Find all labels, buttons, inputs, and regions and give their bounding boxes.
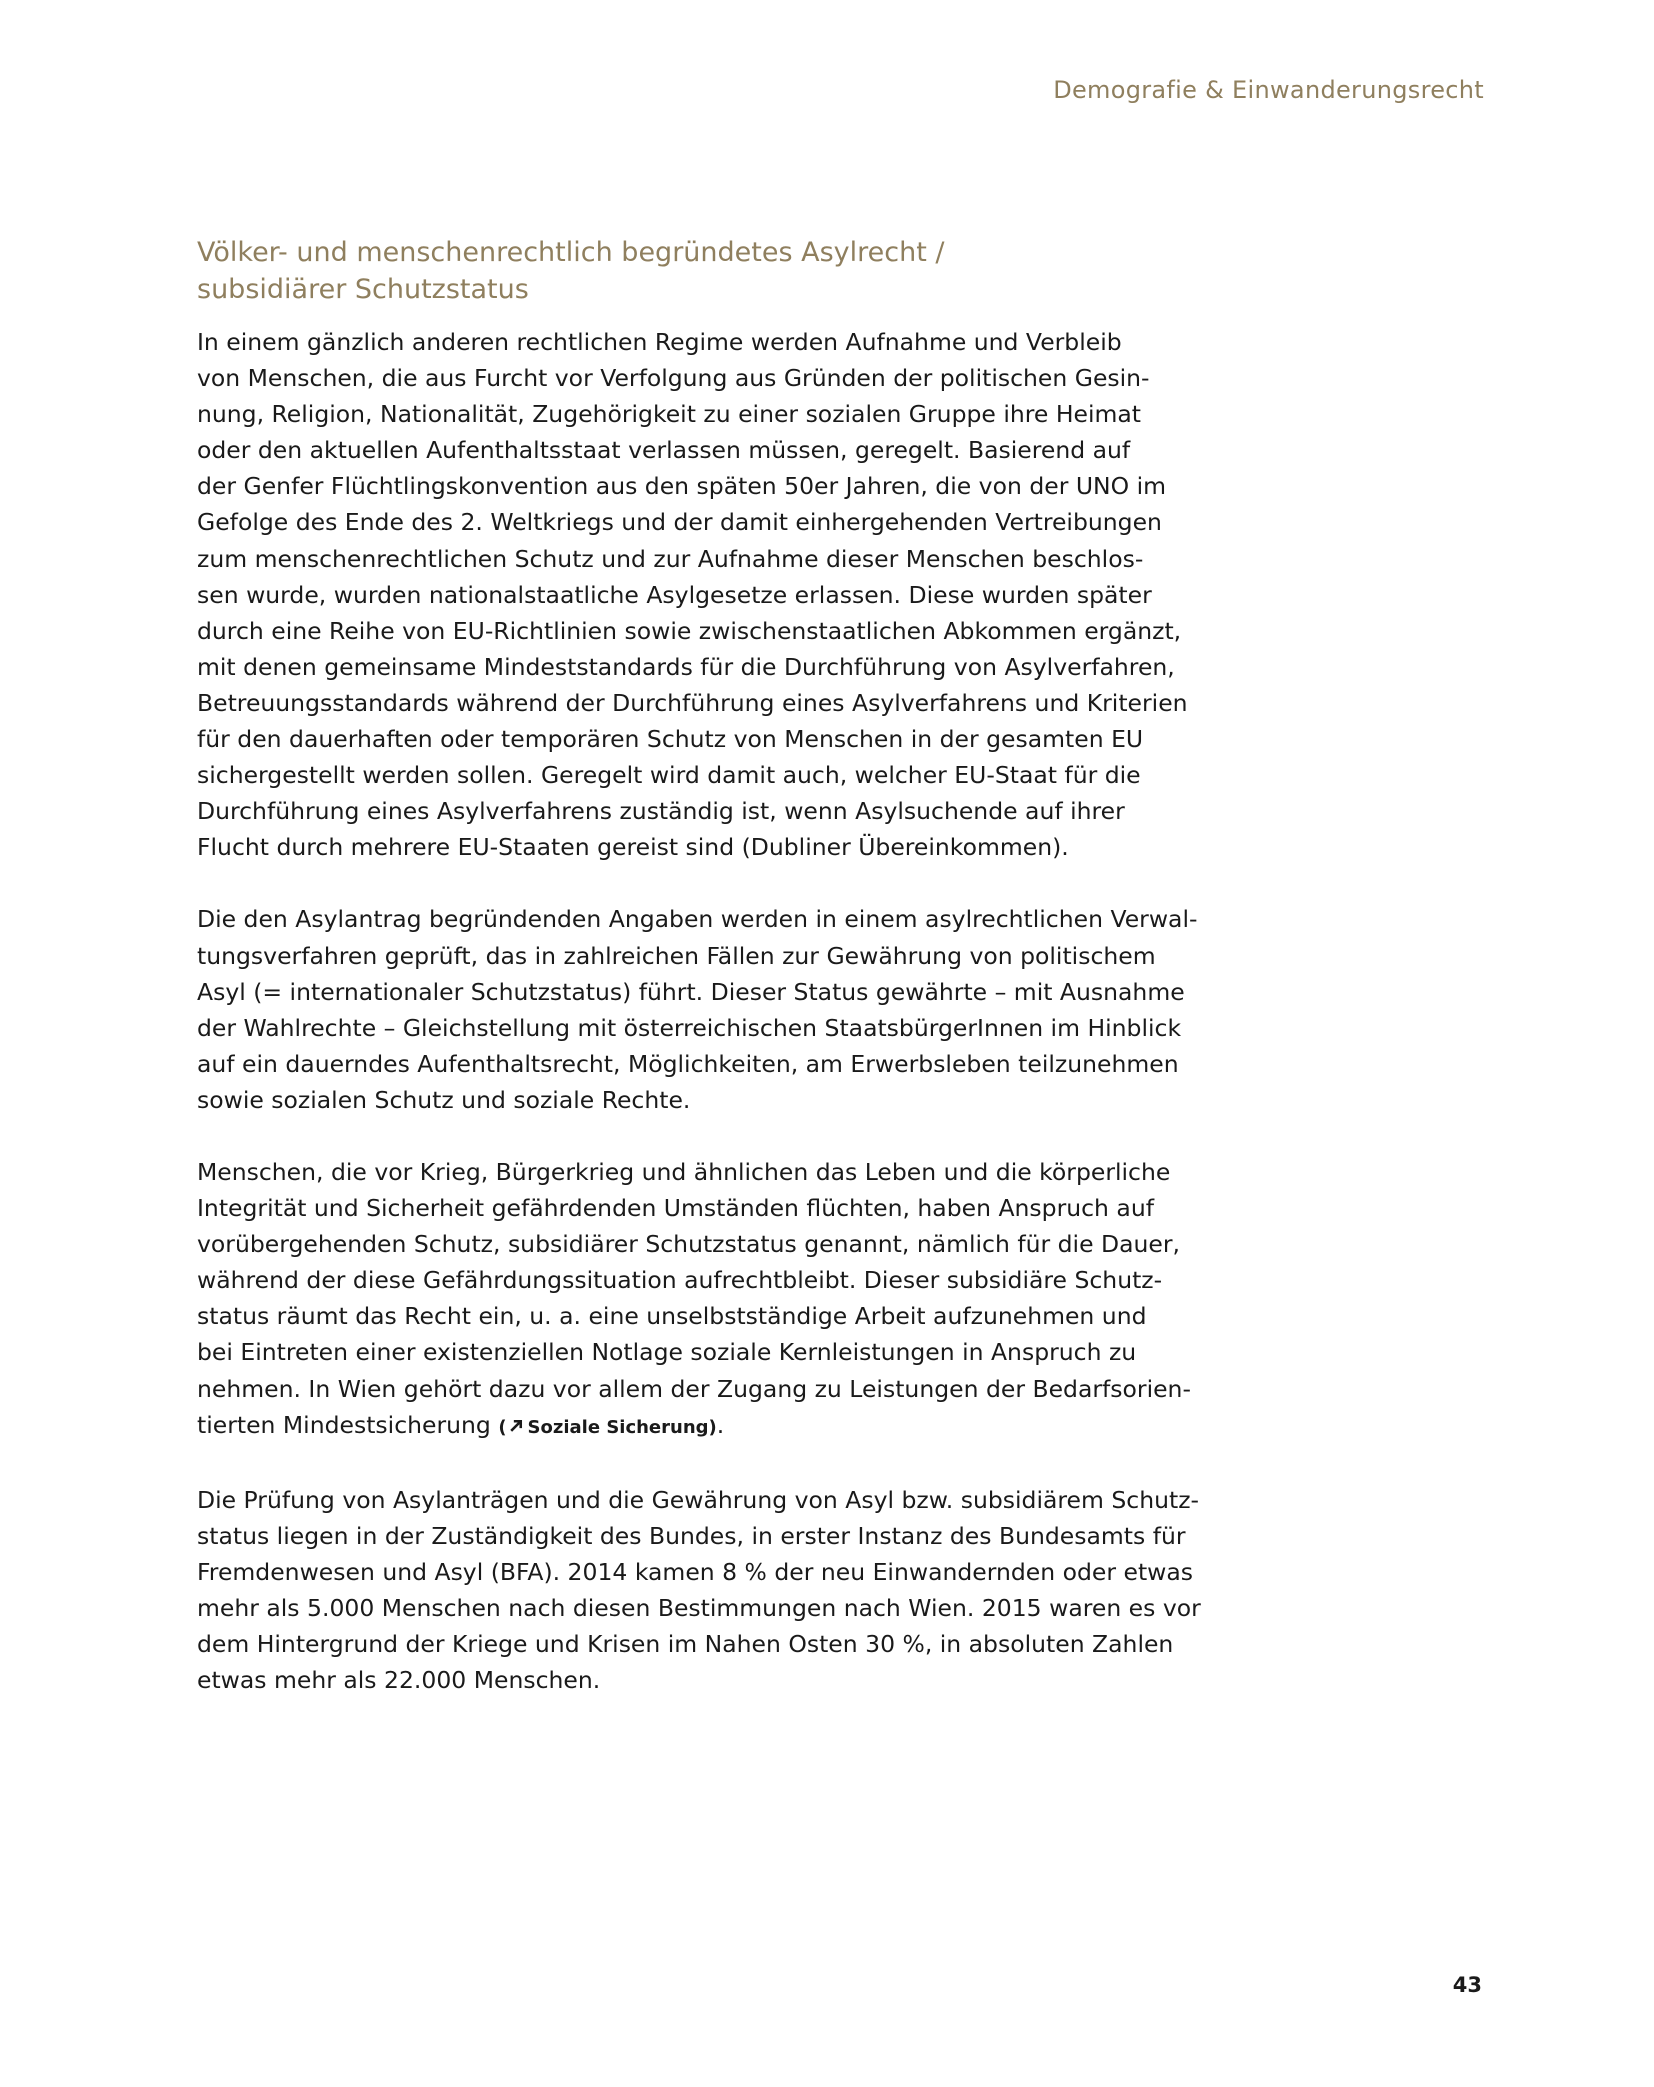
text-line: Integrität und Sicherheit gefährdenden Umständen flüchten, haben Anspruch auf — [197, 1194, 1154, 1223]
text-line: status liegen in der Zuständigkeit des Bundes, in erster Instanz des Bundesamts für — [197, 1521, 1186, 1550]
section-title-line: subsidiärer Schutzstatus — [197, 274, 529, 305]
text-line: Die den Asylantrag begründenden Angaben werden in einem asylrechtlichen Verwal- — [197, 905, 1198, 934]
cross-reference-link[interactable] — [498, 1417, 716, 1438]
paragraph-1 — [197, 324, 1188, 865]
text-line: nehmen. In Wien gehört dazu vor allem der Zugang zu Leistungen der Bedarfsorien- — [197, 1374, 1191, 1403]
text-line: sowie sozialen Schutz und soziale Rechte. — [197, 1085, 691, 1114]
text-line: durch eine Reihe von EU-Richtlinien sowie zwischenstaatlichen Abkommen ergänzt, — [197, 616, 1182, 645]
text-line: auf ein dauerndes Aufenthaltsrecht, Möglichkeiten, am Erwerbsleben teilzunehmen — [197, 1049, 1179, 1078]
text-line: Gefolge des Ende des 2. Weltkriegs und der damit einhergehenden Vertreibungen — [197, 508, 1162, 537]
text-line: sen wurde, wurden nationalstaatliche Asylgesetze erlassen. Diese wurden später — [197, 580, 1152, 609]
text-line: der Genfer Flüchtlingskonvention aus den späten 50er Jahren, die von der UNO im — [197, 472, 1166, 501]
paragraph-3 — [197, 1154, 1191, 1446]
text-line: für den dauerhaften oder temporären Schutz von Menschen in der gesamten EU — [197, 725, 1144, 754]
text-line: Asyl (= internationaler Schutzstatus) führt. Dieser Status gewährte – mit Ausnahme — [197, 977, 1185, 1006]
text-line: Flucht durch mehrere EU-Staaten gereist sind (Dubliner Übereinkommen). — [197, 833, 1069, 862]
text-line: oder den aktuellen Aufenthaltsstaat verlassen müssen, geregelt. Basierend auf — [197, 436, 1131, 465]
text-line: dem Hintergrund der Kriege und Krisen im Nahen Osten 30 %, in absoluten Zahlen — [197, 1630, 1174, 1659]
text-line: mit denen gemeinsame Mindeststandards für die Durchführung von Asylverfahren, — [197, 652, 1175, 681]
text-line-with-xref — [197, 1407, 1157, 1446]
page-number: 43 — [1452, 1973, 1482, 1997]
text-line: der Wahlrechte – Gleichstellung mit österreichischen StaatsbürgerInnen im Hinblick — [197, 1013, 1182, 1042]
text-line: status räumt das Recht ein, u. a. eine unselbstständige Arbeit aufzunehmen und — [197, 1302, 1147, 1331]
text-line: sichergestellt werden sollen. Geregelt wird damit auch, welcher EU-Staat für die — [197, 761, 1141, 790]
text-line: nung, Religion, Nationalität, Zugehörigkeit zu einer sozialen Gruppe ihre Heimat — [197, 400, 1141, 429]
text-line: während der diese Gefährdungssituation aufrechtbleibt. Dieser subsidiäre Schutz- — [197, 1266, 1163, 1295]
text-line: mehr als 5.000 Menschen nach diesen Bestimmungen nach Wien. 2015 waren es vor — [197, 1594, 1201, 1622]
running-header: Demografie & Einwanderungsrecht — [1053, 76, 1484, 104]
text-line: zum menschenrechtlichen Schutz und zur Aufnahme dieser Menschen beschlos- — [197, 544, 1144, 573]
paragraph-4 — [197, 1482, 1201, 1699]
xref-open-paren: ( — [498, 1416, 507, 1438]
text-line: Betreuungsstandards während der Durchführung eines Asylverfahrens und Kriterien — [197, 688, 1188, 717]
text-line: etwas mehr als 22.000 Menschen. — [197, 1666, 601, 1695]
text-line: vorübergehenden Schutz, subsidiärer Schutzstatus genannt, nämlich für die Dauer, — [197, 1230, 1180, 1259]
xref-label: Soziale Sicherung — [527, 1416, 709, 1438]
section-title — [197, 234, 1157, 308]
text-line: Durchführung eines Asylverfahrens zuständig ist, wenn Asylsuchende auf ihrer — [197, 797, 1125, 826]
section-title-line: Völker- und menschenrechtlich begründetes Asylrecht / — [197, 237, 945, 268]
text-line: Menschen, die vor Krieg, Bürgerkrieg und ähnlichen das Leben und die körperliche — [197, 1157, 1171, 1186]
text-segment: . — [716, 1410, 725, 1439]
text-line: Die Prüfung von Asylanträgen und die Gewährung von Asyl bzw. subsidiärem Schutz- — [197, 1485, 1200, 1514]
arrow-up-right-icon — [508, 1417, 525, 1434]
xref-close-paren: ) — [708, 1416, 717, 1438]
main-content — [197, 234, 1201, 1734]
text-segment: tierten Mindestsicherung — [197, 1410, 499, 1439]
text-line: von Menschen, die aus Furcht vor Verfolgung aus Gründen der politischen Gesin- — [197, 364, 1150, 393]
text-line: In einem gänzlich anderen rechtlichen Regime werden Aufnahme und Verbleib — [197, 328, 1122, 356]
text-line: Fremdenwesen und Asyl (BFA). 2014 kamen 8 % der neu Einwandernden oder etwas — [197, 1557, 1194, 1586]
paragraph-2 — [197, 901, 1198, 1118]
text-line: bei Eintreten einer existenziellen Notlage soziale Kernleistungen in Anspruch zu — [197, 1338, 1137, 1367]
text-line: tungsverfahren geprüft, das in zahlreichen Fällen zur Gewährung von politischem — [197, 941, 1156, 970]
